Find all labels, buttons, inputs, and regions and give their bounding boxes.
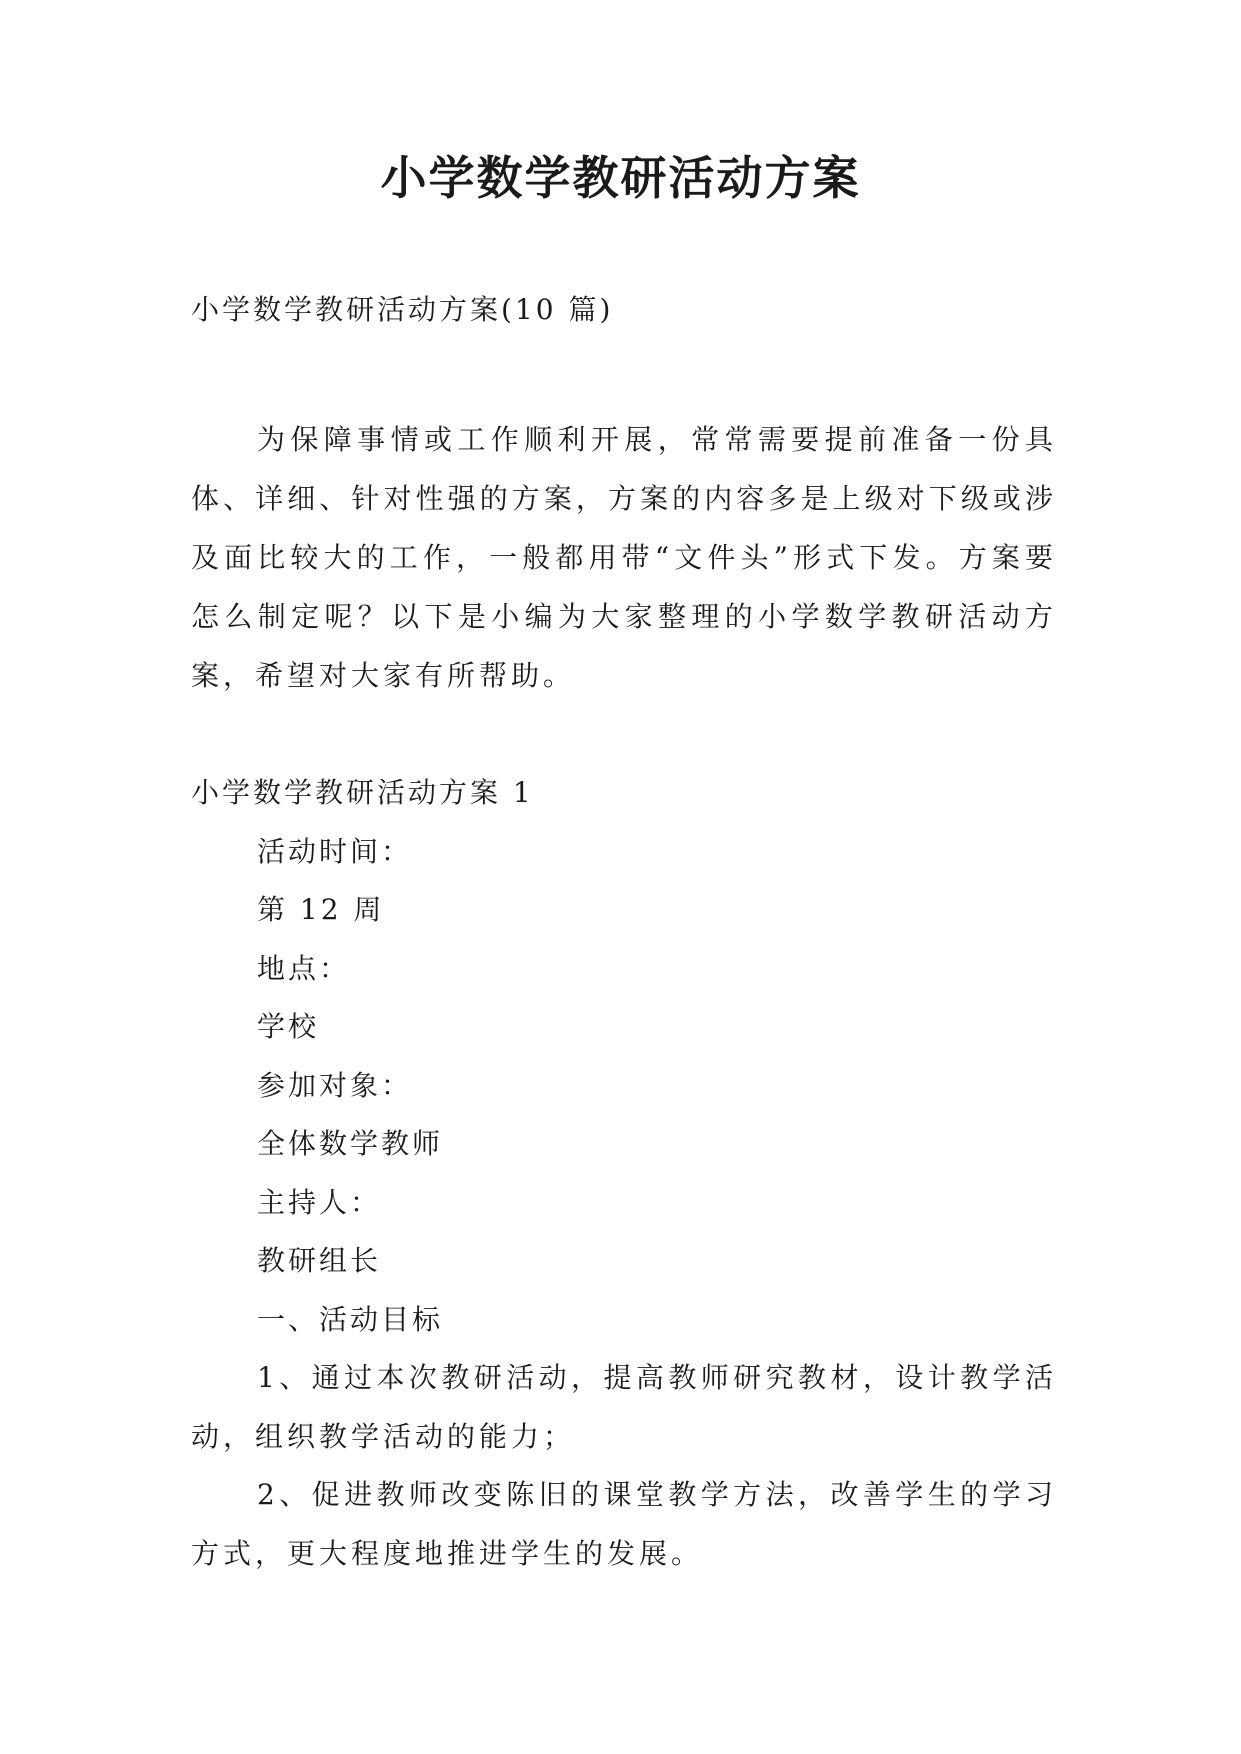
host-label: 主持人： xyxy=(257,1185,382,1219)
place-value: 学校 xyxy=(257,1010,320,1043)
goals-heading: 一、活动目标 xyxy=(257,1302,444,1336)
document-title: 小学数学教研活动方案 xyxy=(380,151,861,205)
activity-time-value: 第 12 周 xyxy=(257,893,385,926)
goal-item-1: 1、通过本次教研活动，提高教师研究教材，设计教学活动，组织教学活动的能力； xyxy=(191,1361,1057,1453)
participants-value: 全体数学教师 xyxy=(257,1127,444,1160)
section-heading: 小学数学教研活动方案 1 xyxy=(191,776,534,809)
host-value: 教研组长 xyxy=(257,1244,382,1277)
place-label: 地点： xyxy=(257,951,351,985)
goal-item-2: 2、促进教师改变陈旧的课堂教学方法，改善学生的学习方式，更大程度地推进学生的发展。 xyxy=(191,1478,1057,1570)
participants-label: 参加对象： xyxy=(257,1068,413,1102)
document-subtitle: 小学数学教研活动方案(10 篇) xyxy=(191,293,614,326)
section-1 xyxy=(191,764,1057,1583)
intro-paragraph: 为保障事情或工作顺利开展，常常需要提前准备一份具体、详细、针对性强的方案，方案的内容多是上级对下级或涉及面比较大的工作，一般都用带“文件头”形式下发。方案要怎么制定呢？以下是小编为大家整理的小学数学教研活动方案，希望对大家有所帮助。 xyxy=(191,423,1057,692)
activity-time-label: 活动时间： xyxy=(257,834,413,868)
